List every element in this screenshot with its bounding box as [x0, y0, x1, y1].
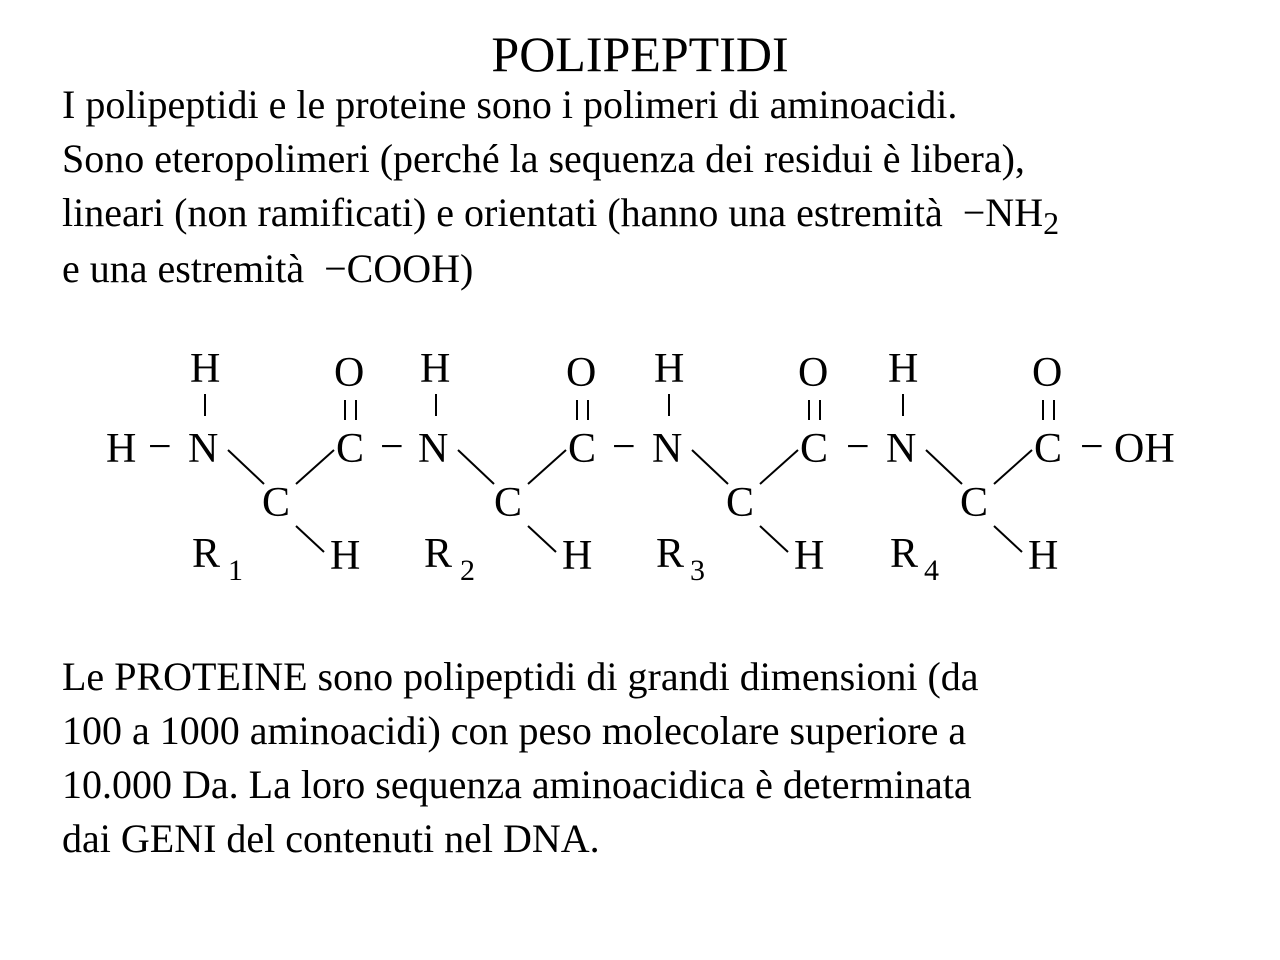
chain-bond-n4-ca4 [926, 450, 962, 484]
intro-line-2: Sono eteropolimeri (perché la sequenza dei residui è libera), [62, 136, 1025, 181]
chain-atom-h-ca2: H [562, 533, 593, 579]
chain-residue-r4: R [890, 531, 919, 577]
carboxyl-end-formula: −COOH) [324, 246, 474, 291]
chain-bond-n1-ca1 [228, 450, 264, 484]
chain-atom-c1: C [336, 426, 365, 472]
chain-bond-n3-ca3 [692, 450, 728, 484]
chain-atom-n3: N [652, 426, 683, 472]
chain-residue-r4-index: 4 [924, 554, 939, 587]
amino-end-subscript: 2 [1043, 205, 1060, 241]
outro-line-4: dai GENI del contenuti nel DNA. [62, 816, 600, 861]
page-title: POLIPEPTIDI [491, 26, 789, 82]
intro-line-4 [62, 242, 1059, 296]
peptide-chain-diagram [0, 320, 1280, 610]
chain-atom-c3: C [800, 426, 829, 472]
chain-residue-r2: R [424, 531, 453, 577]
chain-bond-ca2-h [528, 526, 556, 552]
chain-bond-c4-oh: − [1080, 424, 1104, 470]
intro-line-4-text: e una estremità [62, 246, 305, 291]
outro-line-2: 100 a 1000 aminoacidi) con peso molecolare superiore a [62, 708, 967, 753]
chain-atom-n2: N [418, 426, 449, 472]
chain-residue-r1: R [192, 531, 221, 577]
chain-atom-h-ca3: H [794, 533, 825, 579]
chain-bond-n2-ca2 [458, 450, 494, 484]
outro-paragraph [62, 650, 979, 866]
chain-atom-h-terminal: H [106, 426, 137, 472]
chain-atom-o2: O [566, 350, 597, 396]
chain-bond-ca4-c4 [994, 450, 1032, 484]
chain-atom-h-n1: H [190, 346, 221, 392]
chain-atom-h-n2: H [420, 346, 451, 392]
chain-atom-h-n4: H [888, 346, 919, 392]
chain-atom-c2: C [568, 426, 597, 472]
chain-bond-ca3-c3 [760, 450, 798, 484]
chain-residue-r3: R [656, 531, 685, 577]
chain-bond-ca2-c2 [528, 450, 566, 484]
chain-bond-c2-n3: − [612, 424, 636, 470]
chain-residue-r3-index: 3 [690, 554, 705, 587]
chain-atom-h-n3: H [654, 346, 685, 392]
amino-end-formula: −NH [962, 190, 1044, 235]
chain-bond-ca4-h [994, 526, 1022, 552]
chain-atom-ca2: C [494, 480, 523, 526]
chain-bond-terminal: − [148, 424, 172, 470]
chain-residue-r1-index: 1 [228, 554, 243, 587]
chain-atom-n4: N [886, 426, 917, 472]
outro-line-1: Le PROTEINE sono polipeptidi di grandi dimensioni (da [62, 654, 979, 699]
chain-atom-ca1: C [262, 480, 291, 526]
intro-line-1: I polipeptidi e le proteine sono i polimeri di aminoacidi. [62, 82, 958, 127]
chain-bond-ca3-h [760, 526, 788, 552]
chain-atom-c4: C [1034, 426, 1063, 472]
chain-bond-ca1-c1 [296, 450, 334, 484]
intro-paragraph [62, 78, 1059, 296]
chain-bond-ca1-h [296, 526, 324, 552]
intro-line-3-text: lineari (non ramificati) e orientati (hanno una estremità [62, 190, 943, 235]
chain-atom-ca4: C [960, 480, 989, 526]
chain-residue-r2-index: 2 [460, 554, 475, 587]
chain-atom-o3: O [798, 350, 829, 396]
outro-line-3: 10.000 Da. La loro sequenza aminoacidica è determinata [62, 762, 972, 807]
chain-atom-h-ca4: H [1028, 533, 1059, 579]
chain-atom-ca3: C [726, 480, 755, 526]
chain-atom-h-ca1: H [330, 533, 361, 579]
chain-atom-o1: O [334, 350, 365, 396]
chain-bond-c1-n2: − [380, 424, 404, 470]
chain-atom-o4: O [1032, 350, 1063, 396]
chain-atom-oh: OH [1114, 426, 1175, 472]
intro-line-3 [62, 186, 1059, 242]
chain-atom-n1: N [188, 426, 219, 472]
chain-bond-c3-n4: − [846, 424, 870, 470]
